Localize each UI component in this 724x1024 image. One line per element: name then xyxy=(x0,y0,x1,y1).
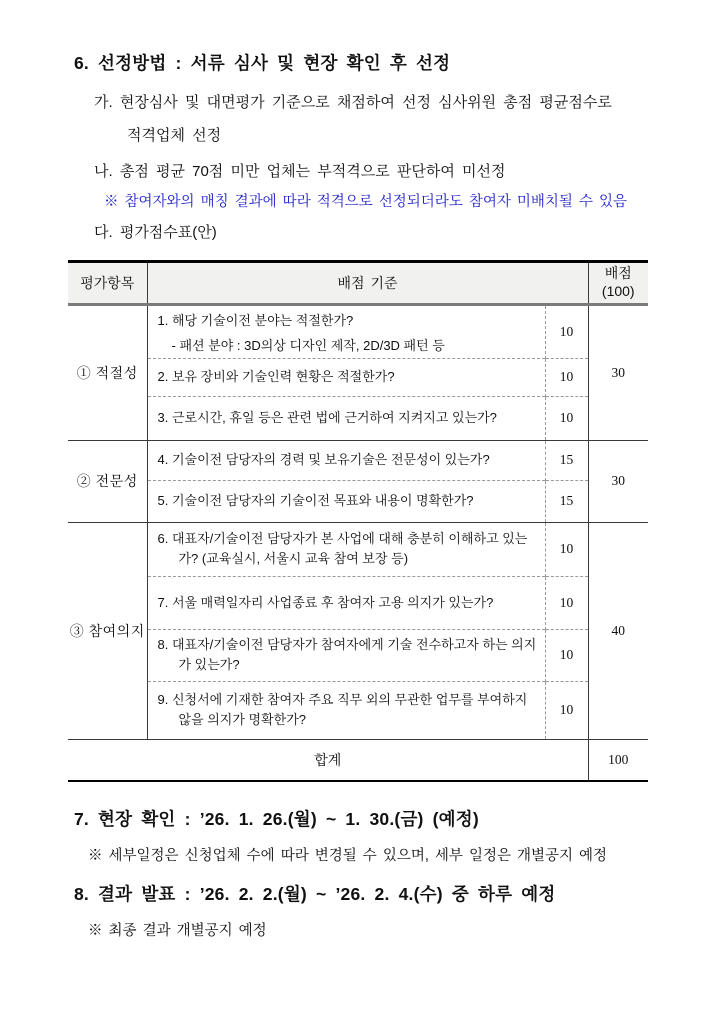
section6-title: 6. 선정방법 : 서류 심사 및 현장 확인 후 선정 xyxy=(74,53,451,73)
group2-total: 30 xyxy=(588,440,648,522)
score-cell: 10 xyxy=(545,396,588,440)
criteria-cell xyxy=(147,681,545,739)
criteria-cell xyxy=(147,440,545,480)
criteria-text: 5. 기술이전 담당자의 기술이전 목표와 내용이 명확한가? xyxy=(157,493,474,509)
header-points-line1: 배점 xyxy=(604,265,632,282)
score-cell: 10 xyxy=(545,358,588,396)
total-label: 합계 xyxy=(68,739,588,781)
group1-label: ① 적절성 xyxy=(68,304,147,440)
group1-total: 30 xyxy=(611,364,625,380)
header-category: 평가항목 xyxy=(68,261,147,304)
score-cell: 15 xyxy=(545,440,588,480)
criteria-cell xyxy=(147,576,545,629)
criteria-cell xyxy=(147,304,545,358)
criteria-text: 9. 신청서에 기재한 참여자 주요 직무 외의 무관한 업무를 부여하지 않을 의지가 명확한가? xyxy=(157,692,528,728)
evaluation-score-table xyxy=(68,260,648,783)
criteria-text: 6. 대표자/기술이전 담당자가 본 사업에 대해 충분히 이해하고 있는가? (교육실시, 서울시 교육 참여 보장 등) xyxy=(157,531,528,567)
section6-item-na: 나. 총점 평균 70점 미만 업체는 부적격으로 판단하여 미선정 xyxy=(94,162,506,180)
section6-blue-note: ※ 참여자와의 매칭 결과에 따라 적격으로 선정되더라도 참여자 미배치될 수 있음 xyxy=(104,193,628,210)
criteria-text: 1. 해당 기술이전 분야는 적절한가? xyxy=(157,312,354,328)
group2-label: ② 전문성 xyxy=(68,440,147,522)
table-row xyxy=(68,358,648,396)
table-total-row xyxy=(68,739,648,781)
header-points-line2: (100) xyxy=(601,282,635,299)
section7-title: 7. 현장 확인 : ’26. 1. 26.(월) ~ 1. 30.(금) (예정) xyxy=(74,809,479,830)
criteria-text: 8. 대표자/기술이전 담당자가 참여자에게 기술 전수하고자 하는 의지가 있는가? xyxy=(157,637,537,673)
criteria-text: 3. 근로시간, 휴일 등은 관련 법에 근거하여 지켜지고 있는가? xyxy=(157,410,497,426)
section8-title: 8. 결과 발표 : ’26. 2. 2.(월) ~ ’26. 2. 4.(수) 중 하루 예정 xyxy=(74,884,556,905)
table-row xyxy=(68,304,648,358)
criteria-text: 2. 보유 장비와 기술인력 현황은 적절한가? xyxy=(157,369,395,385)
score-cell: 15 xyxy=(545,480,588,522)
header-points xyxy=(588,261,648,304)
score-cell: 10 xyxy=(545,576,588,629)
score-cell: 10 xyxy=(545,681,588,739)
group3-label: ③ 참여의지 xyxy=(68,522,147,739)
table-row xyxy=(68,440,648,480)
table-row xyxy=(68,480,648,522)
table-row xyxy=(68,681,648,739)
header-criteria: 배점 기준 xyxy=(147,261,588,304)
criteria-cell xyxy=(147,358,545,396)
score-cell: 10 xyxy=(545,629,588,681)
criteria-cell xyxy=(147,480,545,522)
criteria-text: 7. 서울 매력일자리 사업종료 후 참여자 고용 의지가 있는가? xyxy=(157,594,494,610)
criteria-cell xyxy=(147,629,545,681)
table-row xyxy=(68,396,648,440)
section6-item-ga-line1: 가. 현장심사 및 대면평가 기준으로 채점하여 선정 심사위원 총점 평균점수로 xyxy=(94,94,612,111)
criteria-subtext: - 패션 분야 : 3D의상 디자인 제작, 2D/3D 패턴 등 xyxy=(171,337,445,353)
table-row xyxy=(68,629,648,681)
criteria-text: 4. 기술이전 담당자의 경력 및 보유기술은 전문성이 있는가? xyxy=(157,452,490,468)
section6-item-da: 다. 평가점수표(안) xyxy=(94,224,217,242)
table-header-row xyxy=(68,261,648,304)
table-row xyxy=(68,576,648,629)
score-cell: 10 xyxy=(545,522,588,576)
group3-total: 40 xyxy=(588,522,648,739)
criteria-cell xyxy=(147,396,545,440)
section8-note: ※ 최종 결과 개별공지 예정 xyxy=(88,923,267,940)
section6-item-ga-line2: 적격업체 선정 xyxy=(127,127,222,145)
criteria-cell xyxy=(147,522,545,576)
section7-note: ※ 세부일정은 신청업체 수에 따라 변경될 수 있으며, 세부 일정은 개별공지 예정 xyxy=(88,848,608,865)
total-value: 100 xyxy=(588,739,648,781)
score-cell: 10 xyxy=(545,304,588,358)
table-row xyxy=(68,522,648,576)
